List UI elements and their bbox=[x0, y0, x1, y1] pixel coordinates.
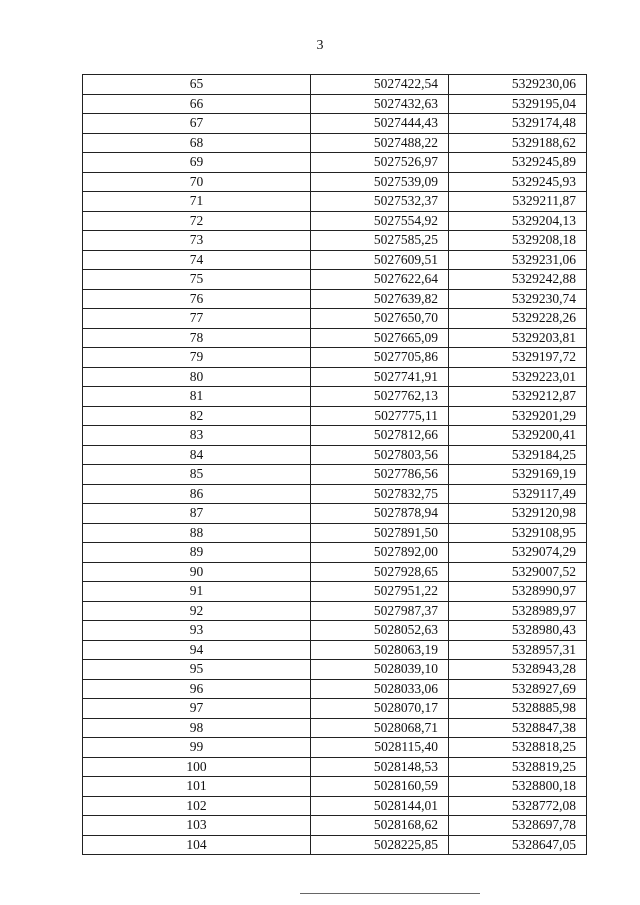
x-coordinate-cell: 5027526,97 bbox=[311, 153, 449, 173]
x-coordinate-cell: 5028052,63 bbox=[311, 621, 449, 641]
point-number-cell: 78 bbox=[83, 328, 311, 348]
point-number-cell: 80 bbox=[83, 367, 311, 387]
x-coordinate-cell: 5027539,09 bbox=[311, 172, 449, 192]
table-row bbox=[83, 114, 587, 134]
point-number-cell: 81 bbox=[83, 387, 311, 407]
y-coordinate-cell: 5328885,98 bbox=[449, 699, 587, 719]
x-coordinate-cell: 5027803,56 bbox=[311, 445, 449, 465]
y-coordinate-cell: 5329174,48 bbox=[449, 114, 587, 134]
y-coordinate-cell: 5328957,31 bbox=[449, 640, 587, 660]
x-coordinate-cell: 5027892,00 bbox=[311, 543, 449, 563]
point-number-cell: 95 bbox=[83, 660, 311, 680]
x-coordinate-cell: 5027622,64 bbox=[311, 270, 449, 290]
x-coordinate-cell: 5028168,62 bbox=[311, 816, 449, 836]
table-row bbox=[83, 367, 587, 387]
point-number-cell: 91 bbox=[83, 582, 311, 602]
table-row bbox=[83, 94, 587, 114]
table-row bbox=[83, 270, 587, 290]
point-number-cell: 89 bbox=[83, 543, 311, 563]
y-coordinate-cell: 5329230,06 bbox=[449, 75, 587, 95]
x-coordinate-cell: 5027891,50 bbox=[311, 523, 449, 543]
table-row bbox=[83, 601, 587, 621]
y-coordinate-cell: 5328990,97 bbox=[449, 582, 587, 602]
point-number-cell: 72 bbox=[83, 211, 311, 231]
y-coordinate-cell: 5329245,93 bbox=[449, 172, 587, 192]
table-row bbox=[83, 640, 587, 660]
point-number-cell: 92 bbox=[83, 601, 311, 621]
table-row bbox=[83, 699, 587, 719]
coordinates-table bbox=[82, 74, 587, 855]
point-number-cell: 65 bbox=[83, 75, 311, 95]
x-coordinate-cell: 5027762,13 bbox=[311, 387, 449, 407]
table-row bbox=[83, 75, 587, 95]
table-row bbox=[83, 387, 587, 407]
point-number-cell: 67 bbox=[83, 114, 311, 134]
table-row bbox=[83, 777, 587, 797]
point-number-cell: 76 bbox=[83, 289, 311, 309]
table-row bbox=[83, 523, 587, 543]
table-row bbox=[83, 504, 587, 524]
y-coordinate-cell: 5329195,04 bbox=[449, 94, 587, 114]
y-coordinate-cell: 5328697,78 bbox=[449, 816, 587, 836]
x-coordinate-cell: 5027665,09 bbox=[311, 328, 449, 348]
y-coordinate-cell: 5328927,69 bbox=[449, 679, 587, 699]
table-row bbox=[83, 211, 587, 231]
x-coordinate-cell: 5027786,56 bbox=[311, 465, 449, 485]
y-coordinate-cell: 5328980,43 bbox=[449, 621, 587, 641]
y-coordinate-cell: 5328943,28 bbox=[449, 660, 587, 680]
x-coordinate-cell: 5027444,43 bbox=[311, 114, 449, 134]
x-coordinate-cell: 5027650,70 bbox=[311, 309, 449, 329]
x-coordinate-cell: 5027832,75 bbox=[311, 484, 449, 504]
y-coordinate-cell: 5328800,18 bbox=[449, 777, 587, 797]
y-coordinate-cell: 5329108,95 bbox=[449, 523, 587, 543]
y-coordinate-cell: 5329211,87 bbox=[449, 192, 587, 212]
table-row bbox=[83, 231, 587, 251]
point-number-cell: 100 bbox=[83, 757, 311, 777]
y-coordinate-cell: 5329188,62 bbox=[449, 133, 587, 153]
table-row bbox=[83, 445, 587, 465]
table-row bbox=[83, 426, 587, 446]
table-row bbox=[83, 543, 587, 563]
x-coordinate-cell: 5027878,94 bbox=[311, 504, 449, 524]
table-row bbox=[83, 348, 587, 368]
table-row bbox=[83, 582, 587, 602]
point-number-cell: 96 bbox=[83, 679, 311, 699]
point-number-cell: 102 bbox=[83, 796, 311, 816]
y-coordinate-cell: 5329007,52 bbox=[449, 562, 587, 582]
point-number-cell: 69 bbox=[83, 153, 311, 173]
y-coordinate-cell: 5329228,26 bbox=[449, 309, 587, 329]
y-coordinate-cell: 5329245,89 bbox=[449, 153, 587, 173]
y-coordinate-cell: 5328818,25 bbox=[449, 738, 587, 758]
point-number-cell: 71 bbox=[83, 192, 311, 212]
y-coordinate-cell: 5328989,97 bbox=[449, 601, 587, 621]
table-row bbox=[83, 562, 587, 582]
point-number-cell: 74 bbox=[83, 250, 311, 270]
point-number-cell: 83 bbox=[83, 426, 311, 446]
point-number-cell: 88 bbox=[83, 523, 311, 543]
point-number-cell: 90 bbox=[83, 562, 311, 582]
point-number-cell: 98 bbox=[83, 718, 311, 738]
table-row bbox=[83, 309, 587, 329]
x-coordinate-cell: 5027741,91 bbox=[311, 367, 449, 387]
table-row bbox=[83, 816, 587, 836]
table-row bbox=[83, 250, 587, 270]
x-coordinate-cell: 5027987,37 bbox=[311, 601, 449, 621]
x-coordinate-cell: 5027554,92 bbox=[311, 211, 449, 231]
x-coordinate-cell: 5028144,01 bbox=[311, 796, 449, 816]
x-coordinate-cell: 5028160,59 bbox=[311, 777, 449, 797]
y-coordinate-cell: 5329169,19 bbox=[449, 465, 587, 485]
table-row bbox=[83, 718, 587, 738]
x-coordinate-cell: 5028063,19 bbox=[311, 640, 449, 660]
table-row bbox=[83, 172, 587, 192]
x-coordinate-cell: 5027775,11 bbox=[311, 406, 449, 426]
point-number-cell: 73 bbox=[83, 231, 311, 251]
y-coordinate-cell: 5328847,38 bbox=[449, 718, 587, 738]
x-coordinate-cell: 5027705,86 bbox=[311, 348, 449, 368]
table-row bbox=[83, 192, 587, 212]
coordinates-table-body bbox=[83, 75, 587, 855]
point-number-cell: 93 bbox=[83, 621, 311, 641]
point-number-cell: 94 bbox=[83, 640, 311, 660]
x-coordinate-cell: 5027422,54 bbox=[311, 75, 449, 95]
y-coordinate-cell: 5329242,88 bbox=[449, 270, 587, 290]
table-row bbox=[83, 133, 587, 153]
y-coordinate-cell: 5329212,87 bbox=[449, 387, 587, 407]
x-coordinate-cell: 5028068,71 bbox=[311, 718, 449, 738]
table-row bbox=[83, 484, 587, 504]
y-coordinate-cell: 5329074,29 bbox=[449, 543, 587, 563]
point-number-cell: 103 bbox=[83, 816, 311, 836]
point-number-cell: 99 bbox=[83, 738, 311, 758]
y-coordinate-cell: 5328647,05 bbox=[449, 835, 587, 855]
y-coordinate-cell: 5329184,25 bbox=[449, 445, 587, 465]
point-number-cell: 84 bbox=[83, 445, 311, 465]
table-row bbox=[83, 835, 587, 855]
table-row bbox=[83, 406, 587, 426]
y-coordinate-cell: 5329208,18 bbox=[449, 231, 587, 251]
table-row bbox=[83, 621, 587, 641]
x-coordinate-cell: 5028070,17 bbox=[311, 699, 449, 719]
table-row bbox=[83, 660, 587, 680]
table-row bbox=[83, 289, 587, 309]
x-coordinate-cell: 5027488,22 bbox=[311, 133, 449, 153]
table-row bbox=[83, 465, 587, 485]
x-coordinate-cell: 5028033,06 bbox=[311, 679, 449, 699]
point-number-cell: 97 bbox=[83, 699, 311, 719]
table-row bbox=[83, 796, 587, 816]
point-number-cell: 75 bbox=[83, 270, 311, 290]
x-coordinate-cell: 5027532,37 bbox=[311, 192, 449, 212]
x-coordinate-cell: 5028115,40 bbox=[311, 738, 449, 758]
point-number-cell: 66 bbox=[83, 94, 311, 114]
point-number-cell: 68 bbox=[83, 133, 311, 153]
point-number-cell: 77 bbox=[83, 309, 311, 329]
point-number-cell: 87 bbox=[83, 504, 311, 524]
table-row bbox=[83, 738, 587, 758]
point-number-cell: 85 bbox=[83, 465, 311, 485]
y-coordinate-cell: 5329230,74 bbox=[449, 289, 587, 309]
y-coordinate-cell: 5328819,25 bbox=[449, 757, 587, 777]
x-coordinate-cell: 5027928,65 bbox=[311, 562, 449, 582]
x-coordinate-cell: 5027812,66 bbox=[311, 426, 449, 446]
scan-artifact-line bbox=[300, 893, 480, 894]
x-coordinate-cell: 5027639,82 bbox=[311, 289, 449, 309]
y-coordinate-cell: 5329231,06 bbox=[449, 250, 587, 270]
point-number-cell: 104 bbox=[83, 835, 311, 855]
y-coordinate-cell: 5329204,13 bbox=[449, 211, 587, 231]
y-coordinate-cell: 5329117,49 bbox=[449, 484, 587, 504]
y-coordinate-cell: 5329200,41 bbox=[449, 426, 587, 446]
y-coordinate-cell: 5329203,81 bbox=[449, 328, 587, 348]
x-coordinate-cell: 5027432,63 bbox=[311, 94, 449, 114]
x-coordinate-cell: 5028148,53 bbox=[311, 757, 449, 777]
x-coordinate-cell: 5027585,25 bbox=[311, 231, 449, 251]
y-coordinate-cell: 5328772,08 bbox=[449, 796, 587, 816]
y-coordinate-cell: 5329223,01 bbox=[449, 367, 587, 387]
table-row bbox=[83, 153, 587, 173]
point-number-cell: 101 bbox=[83, 777, 311, 797]
page-number: 3 bbox=[316, 38, 324, 53]
y-coordinate-cell: 5329197,72 bbox=[449, 348, 587, 368]
point-number-cell: 70 bbox=[83, 172, 311, 192]
point-number-cell: 86 bbox=[83, 484, 311, 504]
y-coordinate-cell: 5329201,29 bbox=[449, 406, 587, 426]
y-coordinate-cell: 5329120,98 bbox=[449, 504, 587, 524]
x-coordinate-cell: 5028225,85 bbox=[311, 835, 449, 855]
x-coordinate-cell: 5027609,51 bbox=[311, 250, 449, 270]
x-coordinate-cell: 5028039,10 bbox=[311, 660, 449, 680]
table-row bbox=[83, 757, 587, 777]
table-row bbox=[83, 328, 587, 348]
point-number-cell: 79 bbox=[83, 348, 311, 368]
table-row bbox=[83, 679, 587, 699]
point-number-cell: 82 bbox=[83, 406, 311, 426]
x-coordinate-cell: 5027951,22 bbox=[311, 582, 449, 602]
